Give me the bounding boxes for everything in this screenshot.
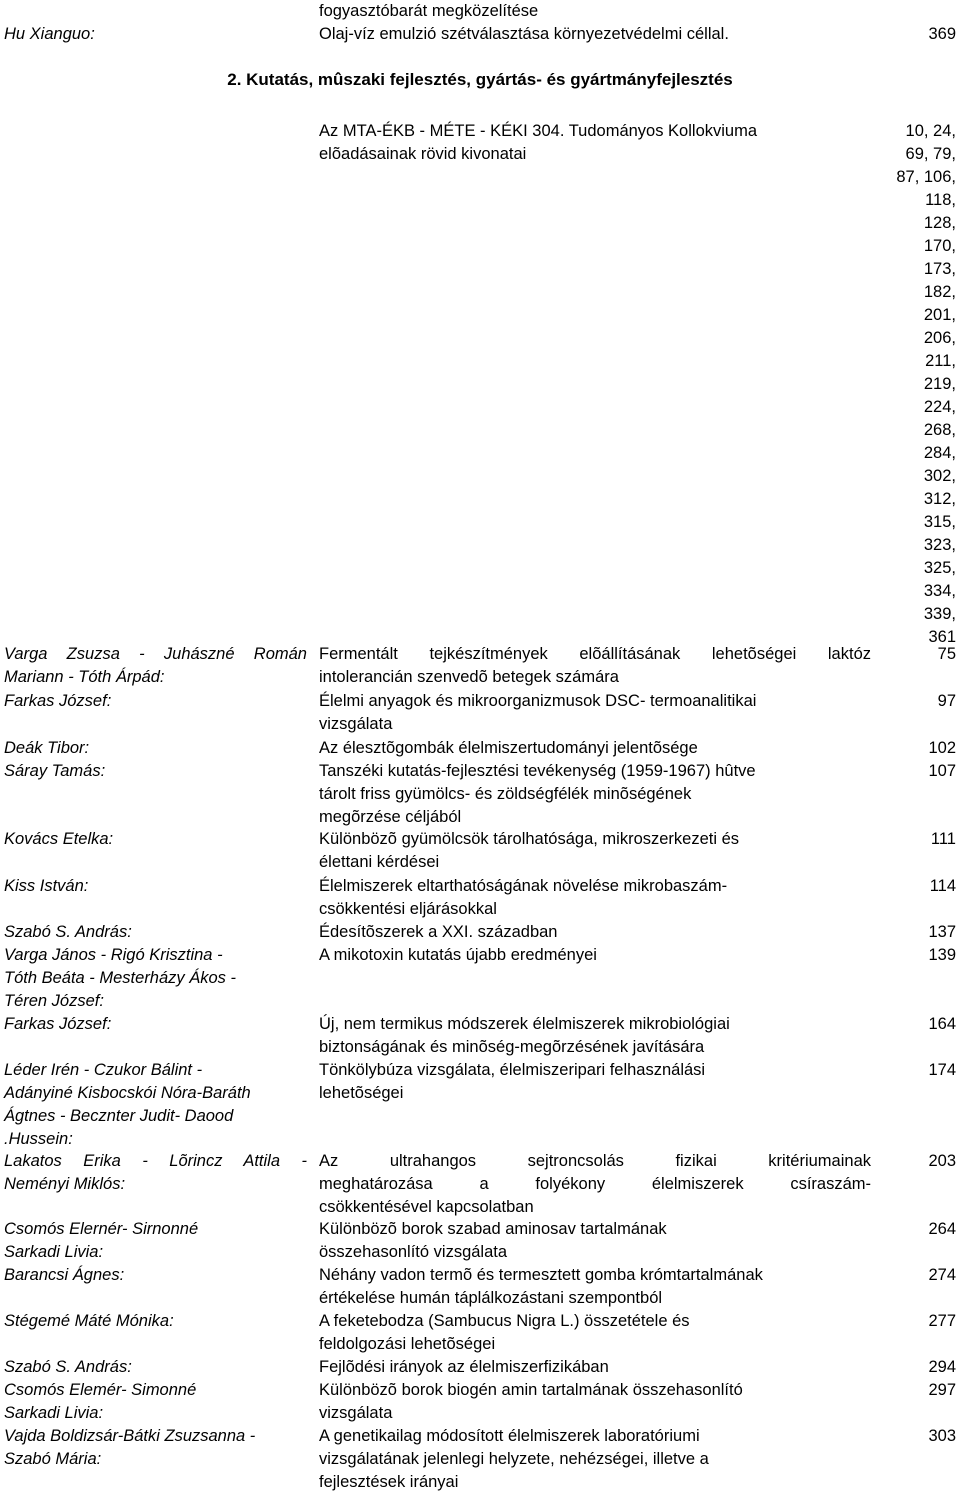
entry-title-line: vizsgálatának jelenlegi helyzete, nehézségei, illetve a [319, 1450, 709, 1468]
entry-author-line: Téren József: [4, 992, 104, 1010]
entry-author-line: Csomós Elernér- Sirnonné [4, 1220, 199, 1238]
entry-title [319, 760, 871, 829]
colloquium-page-ref: 339, [923, 605, 956, 623]
entry-title [319, 1264, 871, 1310]
entry-author [4, 1013, 307, 1036]
colloquium-page-ref: 201, [923, 306, 956, 324]
colloquium-page-ref: 284, [923, 444, 956, 462]
entry-author-line: Stégemé Máté Mónika: [4, 1312, 174, 1330]
entry-author-line: Sarkadi Livia: [4, 1243, 104, 1261]
colloquium-title-line: Az MTA-ÉKB - MÉTE - KÉKI 304. Tudományos Kollokviuma [319, 122, 758, 140]
entry-author-line: Varga Zsuzsa - Juhászné Román [4, 645, 307, 663]
entry-title-line: megõrzése céljából [319, 808, 462, 826]
entry-title-line: Különbözõ gyümölcsök tárolhatósága, mikroszerkezeti és [319, 830, 740, 848]
entry-page: 274 [928, 1266, 956, 1284]
colloquium-page-ref: 361 [928, 628, 956, 646]
entry-title-line: Különbözõ borok biogén amin tartalmának összehasonlító [319, 1381, 743, 1399]
entry-title-line: Új, nem termikus módszerek élelmiszerek mikrobiológiai [319, 1015, 730, 1033]
entry-author-line: Farkas József: [4, 692, 112, 710]
top-author: Hu Xianguo: [4, 25, 95, 43]
top-page: 369 [928, 25, 956, 43]
entry-author [4, 1356, 307, 1379]
colloquium-title [319, 120, 871, 166]
entry-title-line: feldolgozási lehetõségei [319, 1335, 496, 1353]
top-pre-title: fogyasztóbarát megközelítése [319, 2, 539, 20]
entry-title [319, 944, 871, 967]
entry-author-line: Szabó Mária: [4, 1450, 102, 1468]
entry-title-line: vizsgálata [319, 715, 393, 733]
entry-author-line: Adányiné Kisbocskói Nóra-Baráth [4, 1084, 251, 1102]
entry-title-line: csökkentési eljárásokkal [319, 900, 497, 918]
entry-title [319, 1425, 871, 1494]
entry-author [4, 643, 307, 689]
entry-title-line: Fermentált tejkészítmények elõállításának lehetõségei laktóz [319, 645, 871, 663]
entry-page: 75 [937, 645, 956, 663]
entry-page: 174 [928, 1061, 956, 1079]
entry-author [4, 737, 307, 760]
entry-title-line: vizsgálata [319, 1404, 393, 1422]
colloquium-page-ref: 118, [925, 191, 956, 209]
colloquium-page-ref: 323, [923, 536, 956, 554]
entry-author [4, 1264, 307, 1287]
colloquium-page-ref: 182, [923, 283, 956, 301]
entry-author-line: Ágtnes - Becznter Judit- Daood [4, 1107, 234, 1125]
entry-page: 97 [937, 692, 956, 710]
colloquium-page-ref: 173, [923, 260, 956, 278]
entry-title [319, 1013, 871, 1059]
entry-author-line: Szabó S. András: [4, 923, 132, 941]
colloquium-page-ref: 170, [923, 237, 956, 255]
entry-title [319, 1150, 871, 1219]
entry-author [4, 1059, 307, 1151]
entry-page: 203 [928, 1152, 956, 1170]
entry-title-line: Édesítõszerek a XXI. században [319, 923, 558, 941]
entry-author-line: Kovács Etelka: [4, 830, 114, 848]
entry-title-line: lehetõségei [319, 1084, 404, 1102]
entry-author [4, 1425, 307, 1471]
colloquium-page-ref: 206, [923, 329, 956, 347]
entry-author [4, 1150, 307, 1196]
colloquium-page-ref: 302, [923, 467, 956, 485]
colloquium-page-ref: 315, [923, 513, 956, 531]
entry-title [319, 1218, 871, 1264]
entry-title [319, 921, 871, 944]
entry-title-line: Tanszéki kutatás-fejlesztési tevékenység (1959-1967) hûtve [319, 762, 756, 780]
entry-title-line: Néhány vadon termõ és termesztett gomba krómtartalmának [319, 1266, 763, 1284]
colloquium-page-ref: 10, 24, [905, 122, 956, 140]
entry-title [319, 1059, 871, 1105]
entry-author-line: Kiss István: [4, 877, 89, 895]
entry-title-line: meghatározása a folyékony élelmiszerek csíraszám- [319, 1175, 871, 1193]
entry-author-line: Deák Tibor: [4, 739, 90, 757]
entry-title-line: intolerancián szenvedõ betegek számára [319, 668, 619, 686]
colloquium-page-ref: 87, 106, [896, 168, 956, 186]
entry-page: 277 [928, 1312, 956, 1330]
entry-author-line: Tóth Beáta - Mesterházy Ákos - [4, 969, 237, 987]
entry-page: 294 [928, 1358, 956, 1376]
entry-title-line: csökkentésével kapcsolatban [319, 1198, 534, 1216]
entry-page: 139 [928, 946, 956, 964]
entry-title [319, 1379, 871, 1425]
entry-title-line: Az élesztõgombák élelmiszertudományi jelentõsége [319, 739, 698, 757]
colloquium-page-ref: 334, [923, 582, 956, 600]
top-title: Olaj-víz emulzió szétválasztása környezetvédelmi céllal. [319, 25, 729, 43]
entry-title [319, 1310, 871, 1356]
entry-title [319, 828, 871, 874]
entry-author-line: Vajda Boldizsár-Bátki Zsuzsanna - [4, 1427, 256, 1445]
entry-title-line: tárolt friss gyümölcs- és zöldségfélék minõségének [319, 785, 692, 803]
entry-title-line: A genetikailag módosított élelmiszerek laboratóriumi [319, 1427, 700, 1445]
colloquium-page-ref: 211, [925, 352, 956, 370]
entry-author [4, 921, 307, 944]
entry-author [4, 944, 307, 1013]
entry-title-line: A feketebodza (Sambucus Nigra L.) összetétele és [319, 1312, 690, 1330]
colloquium-page-ref: 128, [923, 214, 956, 232]
entry-title-line: Az ultrahangos sejtroncsolás fizikai kritériumainak [319, 1152, 871, 1170]
colloquium-page-ref: 69, 79, [905, 145, 956, 163]
entry-page: 297 [928, 1381, 956, 1399]
entry-title [319, 690, 871, 736]
entry-title-line: élettani kérdései [319, 853, 440, 871]
colloquium-page-ref: 325, [923, 559, 956, 577]
entry-author [4, 1379, 307, 1425]
entry-author-line: Varga János - Rigó Krisztina - [4, 946, 223, 964]
entry-title-line: fejlesztések irányai [319, 1473, 459, 1491]
entry-author-line: Szabó S. András: [4, 1358, 132, 1376]
entry-title-line: biztonságának és minõség-megõrzésének javítására [319, 1038, 705, 1056]
colloquium-page-ref: 312, [923, 490, 956, 508]
entry-author-line: Neményi Miklós: [4, 1175, 126, 1193]
entry-author [4, 875, 307, 898]
entry-author-line: Farkas József: [4, 1015, 112, 1033]
entry-page: 107 [928, 762, 956, 780]
entry-page: 264 [928, 1220, 956, 1238]
entry-author-line: Lakatos Erika - Lõrincz Attila - [4, 1152, 307, 1170]
entry-page: 137 [928, 923, 956, 941]
colloquium-page-ref: 224, [923, 398, 956, 416]
entry-author-line: .Hussein: [4, 1130, 73, 1148]
entry-author [4, 690, 307, 713]
colloquium-pages [856, 120, 956, 649]
entry-author-line: Csomós Elemér- Simonné [4, 1381, 197, 1399]
entry-title-line: Élelmi anyagok és mikroorganizmusok DSC- termoanalitikai [319, 692, 757, 710]
colloquium-title-line: elõadásainak rövid kivonatai [319, 145, 527, 163]
section-heading: 2. Kutatás, mûszaki fejlesztés, gyártás- és gyártmányfejlesztés [227, 70, 733, 89]
entry-page: 303 [928, 1427, 956, 1445]
colloquium-page-ref: 268, [923, 421, 956, 439]
entry-title-line: összehasonlító vizsgálata [319, 1243, 508, 1261]
entry-title-line: Fejlõdési irányok az élelmiszerfizikában [319, 1358, 609, 1376]
entry-author [4, 760, 307, 783]
entry-author [4, 1310, 307, 1333]
entry-author-line: Barancsi Ágnes: [4, 1266, 125, 1284]
entry-author-line: Sáray Tamás: [4, 762, 106, 780]
entry-title-line: A mikotoxin kutatás újabb eredményei [319, 946, 597, 964]
entry-title [319, 1356, 871, 1379]
entry-title-line: Tönkölybúza vizsgálata, élelmiszeripari felhasználási [319, 1061, 706, 1079]
entry-title-line: értékelése humán táplálkozástani szempontból [319, 1289, 663, 1307]
entry-page: 102 [928, 739, 956, 757]
entry-author-line: Léder Irén - Czukor Bálint - [4, 1061, 203, 1079]
entry-title [319, 875, 871, 921]
entry-author [4, 1218, 307, 1264]
entry-author [4, 828, 307, 851]
entry-author-line: Sarkadi Livia: [4, 1404, 104, 1422]
entry-title [319, 643, 871, 689]
entry-page: 164 [928, 1015, 956, 1033]
entry-title [319, 737, 871, 760]
colloquium-page-ref: 219, [923, 375, 956, 393]
entry-page: 111 [930, 830, 956, 848]
entry-title-line: Élelmiszerek eltarthatóságának növelése mikrobaszám- [319, 877, 728, 895]
entry-author-line: Mariann - Tóth Árpád: [4, 668, 165, 686]
entry-title-line: Különbözõ borok szabad aminosav tartalmának [319, 1220, 667, 1238]
entry-page: 114 [929, 877, 956, 895]
